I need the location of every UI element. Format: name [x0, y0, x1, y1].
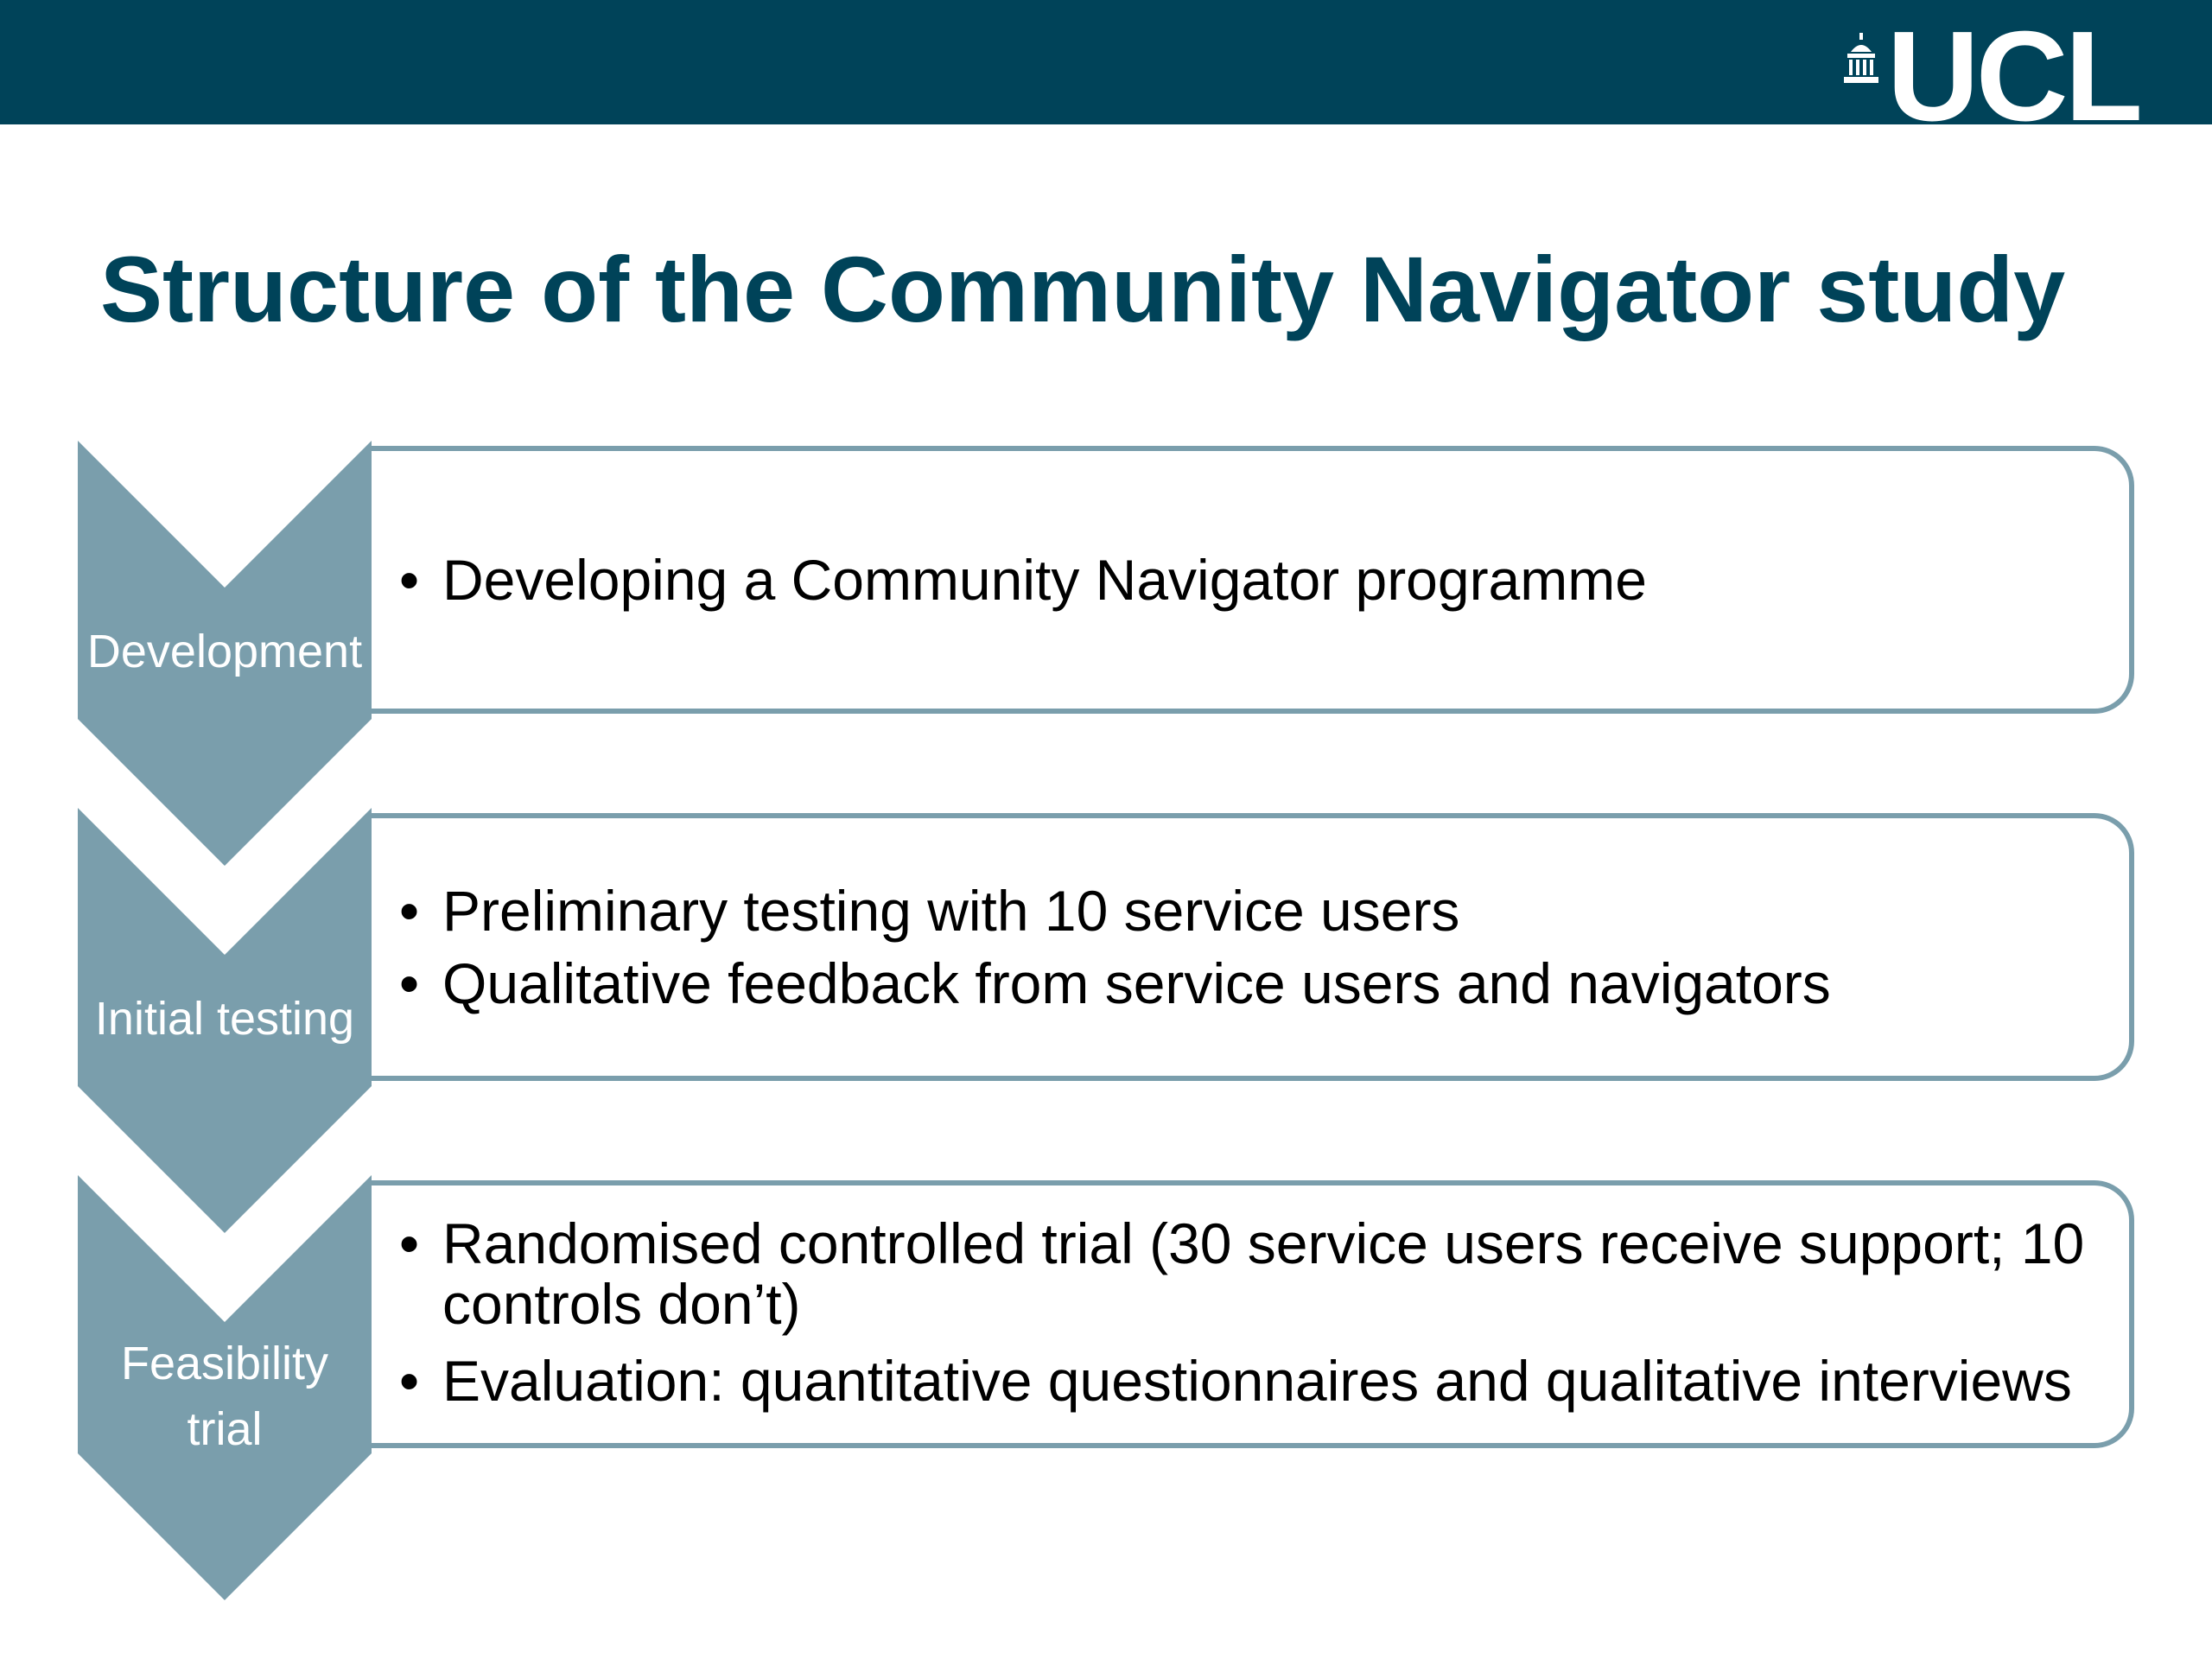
- logo-text: UCL: [1886, 29, 2139, 124]
- bullet-item: • Randomised controlled trial (30 service users receive support; 10 controls don’t): [399, 1211, 2085, 1336]
- bullet-item: • Qualitative feedback from service users and navigators: [399, 951, 1831, 1015]
- stage-box-initial-testing: [372, 813, 2134, 1081]
- stage-label-development: Development: [86, 626, 363, 677]
- bullet-list: [399, 1213, 2112, 1415]
- bullet-item: • Preliminary testing with 10 service users: [399, 879, 1460, 943]
- stage-box-development: [372, 446, 2134, 714]
- bullet-list: [399, 876, 2112, 1018]
- bullet-item: • Evaluation: quantitative questionnaires and qualitative interviews: [399, 1349, 2072, 1413]
- bullet-item: • Developing a Community Navigator programme: [399, 548, 1647, 612]
- stage-label-feasibility-trial: Feasibility trial: [120, 1338, 329, 1455]
- page-title: Structure of the Community Navigator study: [100, 237, 2066, 341]
- stage-label-initial-testing: Initial testing: [94, 993, 355, 1045]
- bullet-list: [399, 545, 2112, 614]
- stage-box-feasibility-trial: [372, 1180, 2134, 1448]
